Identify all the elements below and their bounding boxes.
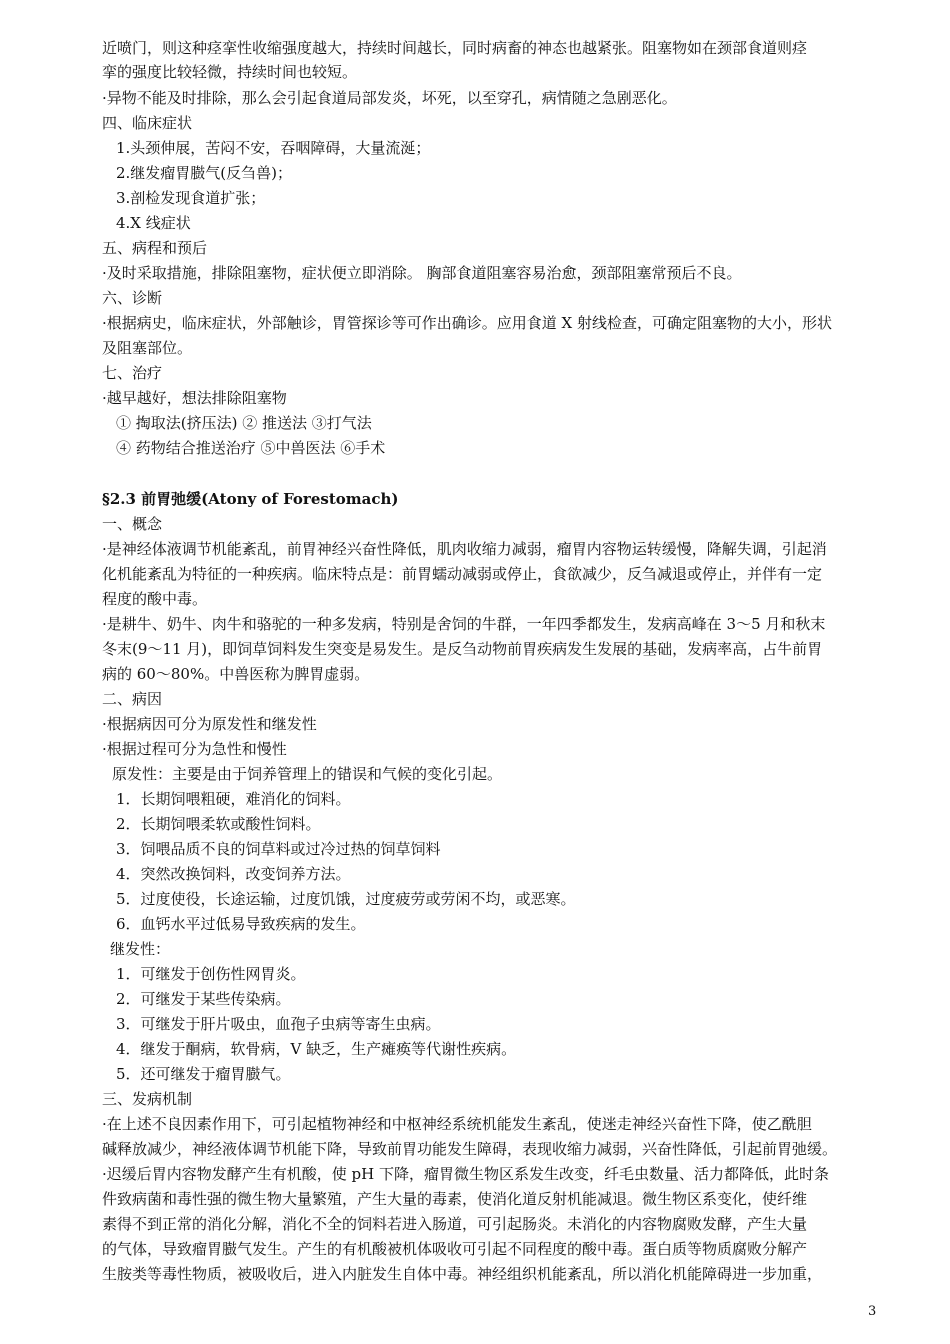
list-item: 3.剖检发现食道扩张； bbox=[116, 189, 266, 207]
text-line: 碱释放减少，神经液体调节机能下降，导致前胃功能发生障碍，表现收缩力减弱，兴奋性降低，引起前胃弛缓。 bbox=[102, 1140, 838, 1158]
section-heading: 五、病程和预后 bbox=[102, 239, 208, 257]
list-item: 1.头颈伸展，苦闷不安，吞咽障碍，大量流涎； bbox=[116, 139, 431, 157]
section-heading: 七、治疗 bbox=[102, 364, 163, 382]
list-item: 3．饲喂品质不良的饲草料或过冷过热的饲草饲料 bbox=[116, 840, 441, 858]
text-line: ·根据病因可分为原发性和继发性 bbox=[102, 715, 317, 733]
list-item: ④ 药物结合推送治疗 ⑤中兽医法 ⑥手术 bbox=[116, 439, 386, 457]
section-heading: 三、发病机制 bbox=[102, 1090, 193, 1108]
chapter-title: §2.3 前胃弛缓(Atony of Forestomach) bbox=[102, 490, 399, 508]
list-item: 6．血钙水平过低易导致疾病的发生。 bbox=[116, 915, 366, 933]
text-line: 程度的酸中毒。 bbox=[102, 590, 208, 608]
list-item: ① 掏取法(挤压法) ② 推送法 ③打气法 bbox=[116, 414, 372, 432]
text-line: 挛的强度比较轻微，持续时间也较短。 bbox=[102, 63, 358, 81]
section-heading: 二、病因 bbox=[102, 690, 163, 708]
section-heading: 六、诊断 bbox=[102, 289, 163, 307]
subsection-label: 继发性： bbox=[110, 940, 171, 958]
text-line: 病的 60～80%。中兽医称为脾胃虚弱。 bbox=[102, 665, 370, 683]
text-line: ·在上述不良因素作用下，可引起植物神经和中枢神经系统机能发生紊乱，使迷走神经兴奋性下降，使乙酰胆 bbox=[102, 1115, 812, 1133]
text-line: ·迟缓后胃内容物发酵产生有机酸，使 pH 下降，瘤胃微生物区系发生改变，纤毛虫数量、活力都降低，此时条 bbox=[102, 1165, 829, 1183]
subsection-label: 原发性：主要是由于饲养管理上的错误和气候的变化引起。 bbox=[112, 765, 503, 783]
text-line: 及阻塞部位。 bbox=[102, 339, 193, 357]
list-item: 2．长期饲喂柔软或酸性饲料。 bbox=[116, 815, 321, 833]
section-heading: 四、临床症状 bbox=[102, 114, 193, 132]
text-line: 生胺类等毒性物质，被吸收后，进入内脏发生自体中毒。神经组织机能紊乱，所以消化机能障碍进一步加重， bbox=[102, 1265, 823, 1283]
text-line: 件致病菌和毒性强的微生物大量繁殖，产生大量的毒素，使消化道反射机能减退。微生物区系变化，使纤维 bbox=[102, 1190, 808, 1208]
page-number: 3 bbox=[868, 1304, 877, 1319]
list-item: 1．长期饲喂粗硬，难消化的饲料。 bbox=[116, 790, 351, 808]
text-line: 的气体，导致瘤胃臌气发生。产生的有机酸被机体吸收可引起不同程度的酸中毒。蛋白质等物质腐败分解产 bbox=[102, 1240, 808, 1258]
list-item: 2．可继发于某些传染病。 bbox=[116, 990, 291, 1008]
list-item: 3．可继发于肝片吸虫，血孢子虫病等寄生虫病。 bbox=[116, 1015, 441, 1033]
list-item: 5．过度使役，长途运输，过度饥饿，过度疲劳或劳闲不均，或恶寒。 bbox=[116, 890, 576, 908]
text-line: ·越早越好，想法排除阻塞物 bbox=[102, 389, 287, 407]
text-line: 化机能紊乱为特征的一种疾病。临床特点是：前胃蠕动减弱或停止，食欲减少，反刍减退或停止，并伴有一定 bbox=[102, 565, 823, 583]
list-item: 4．继发于酮病，软骨病，V 缺乏，生产瘫痪等代谢性疾病。 bbox=[116, 1040, 517, 1058]
text-line: ·根据过程可分为急性和慢性 bbox=[102, 740, 287, 758]
text-line: ·是神经体液调节机能紊乱，前胃神经兴奋性降低，肌肉收缩力减弱，瘤胃内容物运转缓慢，降解失调，引起消 bbox=[102, 540, 827, 558]
text-line: 近喷门，则这种痉挛性收缩强度越大，持续时间越长，同时病畜的神态也越紧张。阻塞物如在颈部食道则痉 bbox=[102, 39, 808, 57]
section-heading: 一、概念 bbox=[102, 515, 163, 533]
text-line: ·是耕牛、奶牛、肉牛和骆驼的一种多发病，特别是舍饲的牛群，一年四季都发生，发病高峰在 3～5 月和秋末 bbox=[102, 615, 826, 633]
text-line: ·及时采取措施，排除阻塞物，症状便立即消除。 胸部食道阻塞容易治愈，颈部阻塞常预后不良。 bbox=[102, 264, 742, 282]
text-line: ·异物不能及时排除，那么会引起食道局部发炎，坏死，以至穿孔，病情随之急剧恶化。 bbox=[102, 89, 677, 107]
list-item: 4.X 线症状 bbox=[116, 214, 191, 232]
text-line: ·根据病史，临床症状，外部触诊，胃管探诊等可作出确诊。应用食道 X 射线检查，可确定阻塞物的大小，形状 bbox=[102, 314, 832, 332]
list-item: 1．可继发于创伤性网胃炎。 bbox=[116, 965, 306, 983]
list-item: 2.继发瘤胃臌气(反刍兽)； bbox=[116, 164, 293, 182]
list-item: 4．突然改换饲料，改变饲养方法。 bbox=[116, 865, 351, 883]
text-line: 冬末(9～11 月)，即饲草饲料发生突变是易发生。是反刍动物前胃疾病发生发展的基础，发病率高，占牛前胃 bbox=[102, 640, 823, 658]
list-item: 5．还可继发于瘤胃臌气。 bbox=[116, 1065, 291, 1083]
text-line: 素得不到正常的消化分解，消化不全的饲料若进入肠道，可引起肠炎。未消化的内容物腐败发酵，产生大量 bbox=[102, 1215, 808, 1233]
